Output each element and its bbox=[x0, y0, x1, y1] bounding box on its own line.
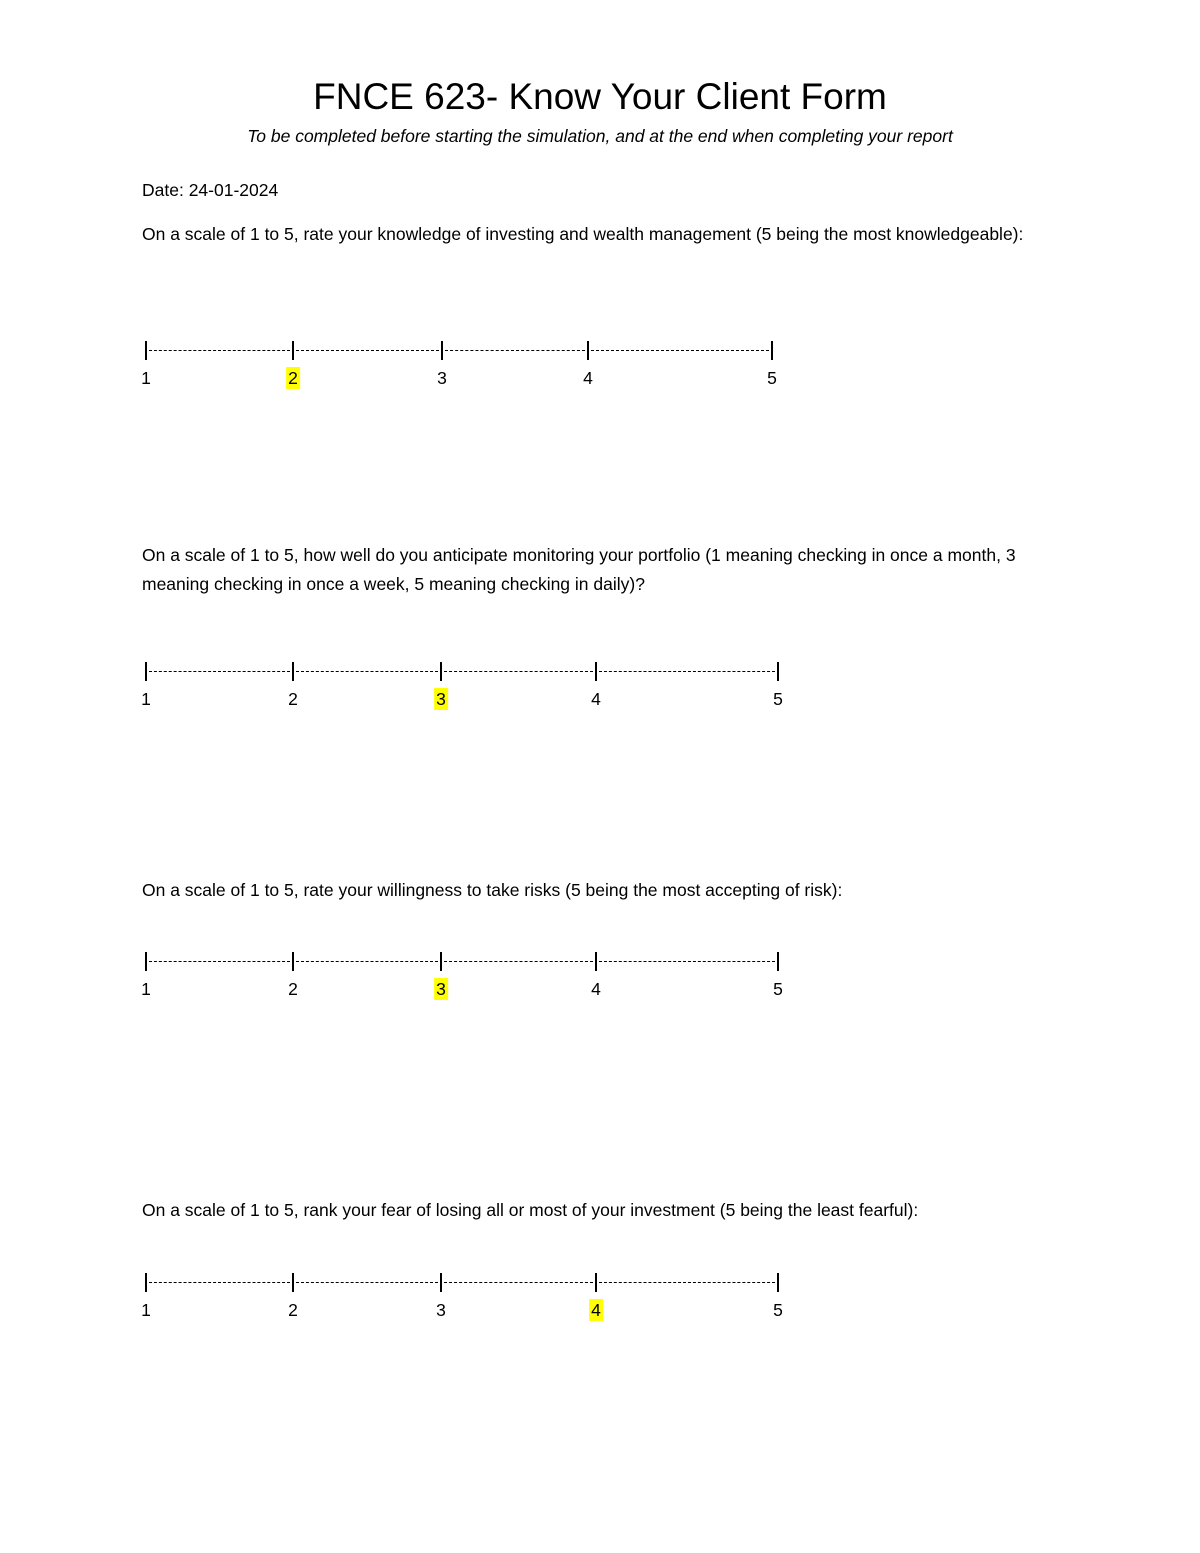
page-title: FNCE 623- Know Your Client Form bbox=[313, 76, 887, 117]
question-4-option-1: 1 bbox=[141, 1300, 151, 1320]
scale-segment bbox=[296, 1282, 438, 1299]
scale-tick bbox=[441, 341, 443, 360]
question-1-option-3: 3 bbox=[437, 368, 447, 388]
scale-tick bbox=[292, 662, 294, 681]
question-1-option-2: 2 bbox=[288, 368, 298, 388]
scale-tick bbox=[145, 341, 147, 360]
scale-segment bbox=[296, 671, 438, 688]
scale-tick bbox=[777, 1273, 779, 1292]
scale-segment bbox=[444, 1282, 593, 1299]
question-2-option-5: 5 bbox=[773, 689, 783, 709]
question-3-option-1: 1 bbox=[141, 979, 151, 999]
scale-tick bbox=[145, 952, 147, 971]
question-3-option-5: 5 bbox=[773, 979, 783, 999]
question-3-option-2: 2 bbox=[288, 979, 298, 999]
question-4-option-2: 2 bbox=[288, 1300, 298, 1320]
scale-tick bbox=[777, 662, 779, 681]
question-3-scale bbox=[142, 952, 802, 1012]
scale-tick bbox=[587, 341, 589, 360]
question-3-text: On a scale of 1 to 5, rate your willingness to take risks (5 being the most accepting of risk): bbox=[142, 880, 843, 900]
scale-tick bbox=[292, 341, 294, 360]
scale-segment bbox=[599, 1282, 775, 1299]
scale-tick bbox=[292, 952, 294, 971]
question-2-option-2: 2 bbox=[288, 689, 298, 709]
question-4-option-5: 5 bbox=[773, 1300, 783, 1320]
question-4-option-3: 3 bbox=[436, 1300, 446, 1320]
question-4-text: On a scale of 1 to 5, rank your fear of losing all or most of your investment (5 being the least fearful): bbox=[142, 1200, 919, 1220]
scale-segment bbox=[149, 961, 290, 978]
scale-segment bbox=[149, 671, 290, 688]
scale-tick bbox=[440, 952, 442, 971]
page-subtitle: To be completed before starting the simulation, and at the end when completing your report bbox=[247, 126, 953, 146]
scale-segment bbox=[296, 961, 438, 978]
scale-tick bbox=[145, 1273, 147, 1292]
scale-tick bbox=[440, 662, 442, 681]
question-4-scale bbox=[142, 1273, 802, 1333]
scale-tick bbox=[292, 1273, 294, 1292]
scale-segment bbox=[444, 961, 593, 978]
scale-tick bbox=[595, 1273, 597, 1292]
scale-segment bbox=[444, 671, 593, 688]
question-1-option-4: 4 bbox=[583, 368, 593, 388]
scale-tick bbox=[440, 1273, 442, 1292]
scale-segment bbox=[599, 961, 775, 978]
question-1-option-5: 5 bbox=[767, 368, 777, 388]
question-1-text: On a scale of 1 to 5, rate your knowledge of investing and wealth management (5 being the most knowledgeable): bbox=[142, 224, 1024, 244]
question-4-option-4: 4 bbox=[591, 1300, 601, 1320]
question-2-option-1: 1 bbox=[141, 689, 151, 709]
scale-tick bbox=[771, 341, 773, 360]
scale-tick bbox=[145, 662, 147, 681]
date-line: Date: 24-01-2024 bbox=[142, 180, 279, 200]
scale-segment bbox=[599, 671, 775, 688]
scale-segment bbox=[591, 350, 769, 367]
question-2-scale bbox=[142, 662, 802, 722]
scale-segment bbox=[149, 1282, 290, 1299]
question-3-option-3: 3 bbox=[436, 979, 446, 999]
question-2-option-4: 4 bbox=[591, 689, 601, 709]
question-2-option-3: 3 bbox=[436, 689, 446, 709]
question-1-scale bbox=[142, 341, 802, 401]
question-1-option-1: 1 bbox=[141, 368, 151, 388]
scale-tick bbox=[777, 952, 779, 971]
scale-segment bbox=[296, 350, 439, 367]
question-2-text: On a scale of 1 to 5, how well do you anticipate monitoring your portfolio (1 meaning checking in once a month, 3 meaning checking in once a week, 5 meaning checking in daily)? bbox=[142, 545, 1016, 594]
scale-tick bbox=[595, 952, 597, 971]
question-3-option-4: 4 bbox=[591, 979, 601, 999]
scale-segment bbox=[445, 350, 585, 367]
scale-segment bbox=[149, 350, 290, 367]
scale-tick bbox=[595, 662, 597, 681]
